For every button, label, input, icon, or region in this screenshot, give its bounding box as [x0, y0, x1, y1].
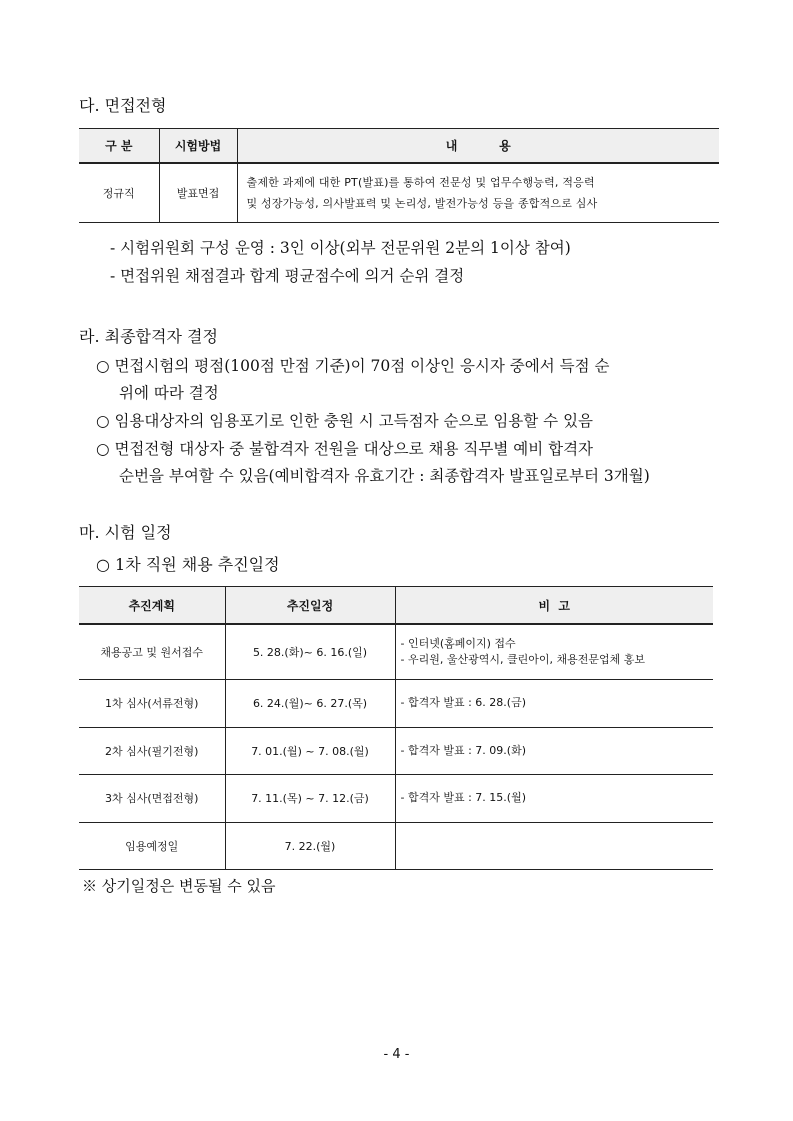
- table-row: [79, 680, 713, 728]
- decision-item-3-line-1: ○ 면접전형 대상자 중 불합격자 전원을 대상으로 채용 직무별 예비 합격자: [96, 440, 594, 458]
- cell-content: [237, 163, 719, 223]
- cell-plan: 3차 심사(면접전형): [79, 775, 225, 823]
- schedule-change-note: ※ 상기일정은 변동될 수 있음: [82, 877, 276, 895]
- note-line: - 인터넷(홈페이지) 접수: [400, 637, 516, 650]
- header-category: 구 분: [79, 129, 159, 164]
- cell-notes: - 합격자 발표 : 7. 09.(화): [395, 727, 713, 775]
- table-row: [79, 624, 713, 680]
- content-line: 및 성장가능성, 의사발표력 및 논리성, 발전가능성 등을 종합적으로 심사: [246, 197, 598, 210]
- interview-note-2: - 면접위원 채점결과 합계 평균점수에 의거 순위 결정: [110, 267, 465, 285]
- cell-notes: [395, 822, 713, 870]
- cell-date: 5. 28.(화)~ 6. 16.(일): [225, 624, 395, 680]
- header-content: 내 용: [237, 129, 719, 164]
- header-notes: 비 고: [395, 587, 713, 625]
- decision-item-2-line-1: ○ 임용대상자의 임용포기로 인한 충원 시 고득점자 순으로 임용할 수 있음: [96, 412, 594, 430]
- header-method: 시험방법: [159, 129, 237, 164]
- cell-notes: - 합격자 발표 : 6. 28.(금): [395, 680, 713, 728]
- table-row: [79, 727, 713, 775]
- cell-date: 6. 24.(월)~ 6. 27.(목): [225, 680, 395, 728]
- cell-plan: 1차 심사(서류전형): [79, 680, 225, 728]
- section-da-title: 다. 면접전형: [79, 96, 167, 115]
- cell-notes: - 합격자 발표 : 7. 15.(월): [395, 775, 713, 823]
- page-number: - 4 -: [383, 1047, 410, 1062]
- cell-plan: 2차 심사(필기전형): [79, 727, 225, 775]
- cell-method: 발표면접: [159, 163, 237, 223]
- header-plan: 추진계획: [79, 587, 225, 625]
- cell-date: 7. 01.(월) ~ 7. 08.(월): [225, 727, 395, 775]
- cell-plan: 채용공고 및 원서접수: [79, 624, 225, 680]
- decision-item-3-line-2: 순번을 부여할 수 있음(예비합격자 유효기간 : 최종합격자 발표일로부터 3개월): [119, 467, 650, 485]
- cell-date: 7. 11.(목) ~ 7. 12.(금): [225, 775, 395, 823]
- cell-date: 7. 22.(월): [225, 822, 395, 870]
- note-line: - 우리원, 울산광역시, 클린아이, 채용전문업체 홍보: [400, 653, 645, 666]
- cell-notes: [395, 624, 713, 680]
- section-ra-title: 라. 최종합격자 결정: [79, 327, 218, 346]
- table-header-row: [79, 587, 713, 625]
- header-date: 추진일정: [225, 587, 395, 625]
- cell-plan: 임용예정일: [79, 822, 225, 870]
- table-row: [79, 822, 713, 870]
- section-ma-title: 마. 시험 일정: [79, 523, 172, 542]
- schedule-table: [79, 586, 713, 870]
- interview-method-table: [79, 128, 719, 223]
- table-row: [79, 163, 719, 223]
- decision-item-1-line-2: 위에 따라 결정: [119, 384, 219, 402]
- decision-item-1-line-1: ○ 면접시험의 평점(100점 만점 기준)이 70점 이상인 응시자 중에서 득점 순: [96, 357, 610, 375]
- cell-type: 정규직: [79, 163, 159, 223]
- schedule-subtitle: ○ 1차 직원 채용 추진일정: [96, 555, 280, 574]
- content-line: 출제한 과제에 대한 PT(발표)를 통하여 전문성 및 업무수행능력, 적응력: [246, 176, 595, 189]
- table-header-row: [79, 129, 719, 164]
- table-row: [79, 775, 713, 823]
- interview-note-1: - 시험위원회 구성 운영 : 3인 이상(외부 전문위원 2분의 1이상 참여): [110, 239, 571, 257]
